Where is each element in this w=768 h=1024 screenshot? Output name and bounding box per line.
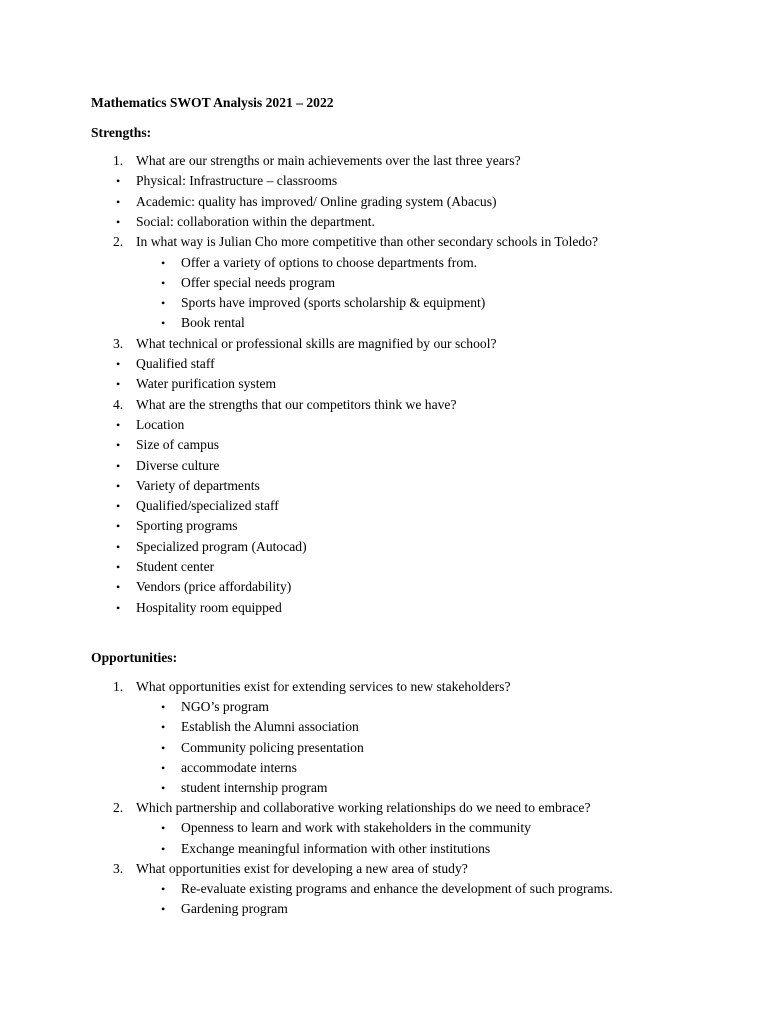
bullet-icon: • — [116, 580, 121, 595]
bullet-icon: • — [116, 417, 121, 432]
bullet-icon: • — [116, 478, 121, 493]
bullet-icon: • — [161, 316, 166, 331]
list-item-text: student internship program — [181, 780, 328, 795]
list-item-text: Physical: Infrastructure – classrooms — [136, 173, 338, 189]
list-item-text: Qualified staff — [136, 356, 215, 371]
list-item-text: NGO’s program — [181, 699, 269, 715]
bullet-icon: • — [116, 519, 121, 534]
list-number: 3. — [113, 860, 124, 876]
list-item-text: Specialized program (Autocad) — [136, 538, 307, 554]
list-item-text: Exchange meaningful information with other institutions — [181, 840, 491, 856]
list-item-text: Offer special needs program — [181, 274, 336, 290]
list-item-text: In what way is Julian Cho more competitive than other secondary schools in Toledo? — [136, 234, 599, 250]
list-item-text: Vendors (price affordability) — [136, 579, 292, 595]
list-item-text: Re-evaluate existing programs and enhance the development of such programs. — [181, 881, 613, 896]
bullet-icon: • — [116, 438, 121, 453]
opportunities-heading: Opportunities: — [91, 650, 178, 665]
list-item-text: Establish the Alumni association — [181, 719, 359, 735]
bullet-icon: • — [116, 214, 121, 229]
list-item-text: What opportunities exist for developing a new area of study? — [136, 860, 468, 876]
list-item-text: Location — [136, 416, 185, 432]
bullet-icon: • — [116, 499, 121, 514]
list-item-text: Variety of departments — [136, 477, 260, 493]
list-item-text: Student center — [136, 559, 215, 574]
list-item-text: Openness to learn and work with stakeholders in the community — [181, 820, 531, 836]
list-number: 2. — [113, 234, 124, 250]
bullet-icon: • — [161, 882, 166, 896]
list-number: 3. — [113, 335, 124, 351]
list-number: 4. — [113, 396, 124, 412]
list-item-text: Social: collaboration within the department. — [136, 213, 375, 229]
document-title: Mathematics SWOT Analysis 2021 – 2022 — [91, 95, 334, 110]
bullet-icon: • — [161, 760, 166, 775]
bullet-icon: • — [161, 700, 166, 715]
bullet-icon: • — [161, 720, 166, 735]
list-item-text: Gardening program — [181, 901, 288, 917]
bullet-icon: • — [116, 600, 121, 615]
bullet-icon: • — [116, 357, 121, 371]
list-item-text: Sports have improved (sports scholarship & equipment) — [181, 295, 486, 311]
list-number: 1. — [113, 153, 124, 168]
list-item-text: What are the strengths that our competitors think we have? — [136, 396, 457, 412]
bullet-icon: • — [161, 781, 166, 795]
list-item-text: Sporting programs — [136, 518, 238, 534]
bullet-icon: • — [116, 377, 121, 392]
bullet-icon: • — [116, 174, 121, 189]
list-number: 1. — [113, 679, 124, 694]
bullet-icon: • — [161, 255, 166, 270]
bullet-icon: • — [116, 458, 121, 473]
list-item-text: What opportunities exist for extending services to new stakeholders? — [136, 679, 511, 694]
list-item-text: Diverse culture — [136, 457, 220, 473]
list-item-text: Qualified/specialized staff — [136, 498, 279, 514]
list-item-text: Size of campus — [136, 437, 220, 453]
list-item-text: Hospitality room equipped — [136, 599, 282, 615]
list-number: 2. — [113, 800, 124, 816]
list-item-text: What are our strengths or main achievements over the last three years? — [136, 153, 521, 168]
list-item-text: accommodate interns — [181, 759, 297, 775]
list-item-text: Book rental — [181, 315, 245, 331]
list-item-text: Academic: quality has improved/ Online grading system (Abacus) — [136, 193, 497, 209]
bullet-icon: • — [161, 740, 166, 755]
bullet-icon: • — [161, 902, 166, 917]
bullet-icon: • — [116, 539, 121, 554]
bullet-icon: • — [161, 275, 166, 290]
list-item-text: What technical or professional skills are magnified by our school? — [136, 335, 497, 351]
bullet-icon: • — [161, 821, 166, 836]
list-item-text: Community policing presentation — [181, 739, 364, 755]
bullet-icon: • — [116, 560, 121, 574]
list-item-text: Which partnership and collaborative working relationships do we need to embrace? — [136, 800, 591, 816]
list-item-text: Water purification system — [136, 376, 277, 392]
strengths-heading: Strengths: — [91, 125, 152, 140]
bullet-icon: • — [116, 194, 121, 209]
list-item-text: Offer a variety of options to choose departments from. — [181, 254, 478, 270]
bullet-icon: • — [161, 296, 166, 311]
bullet-icon: • — [161, 841, 166, 856]
